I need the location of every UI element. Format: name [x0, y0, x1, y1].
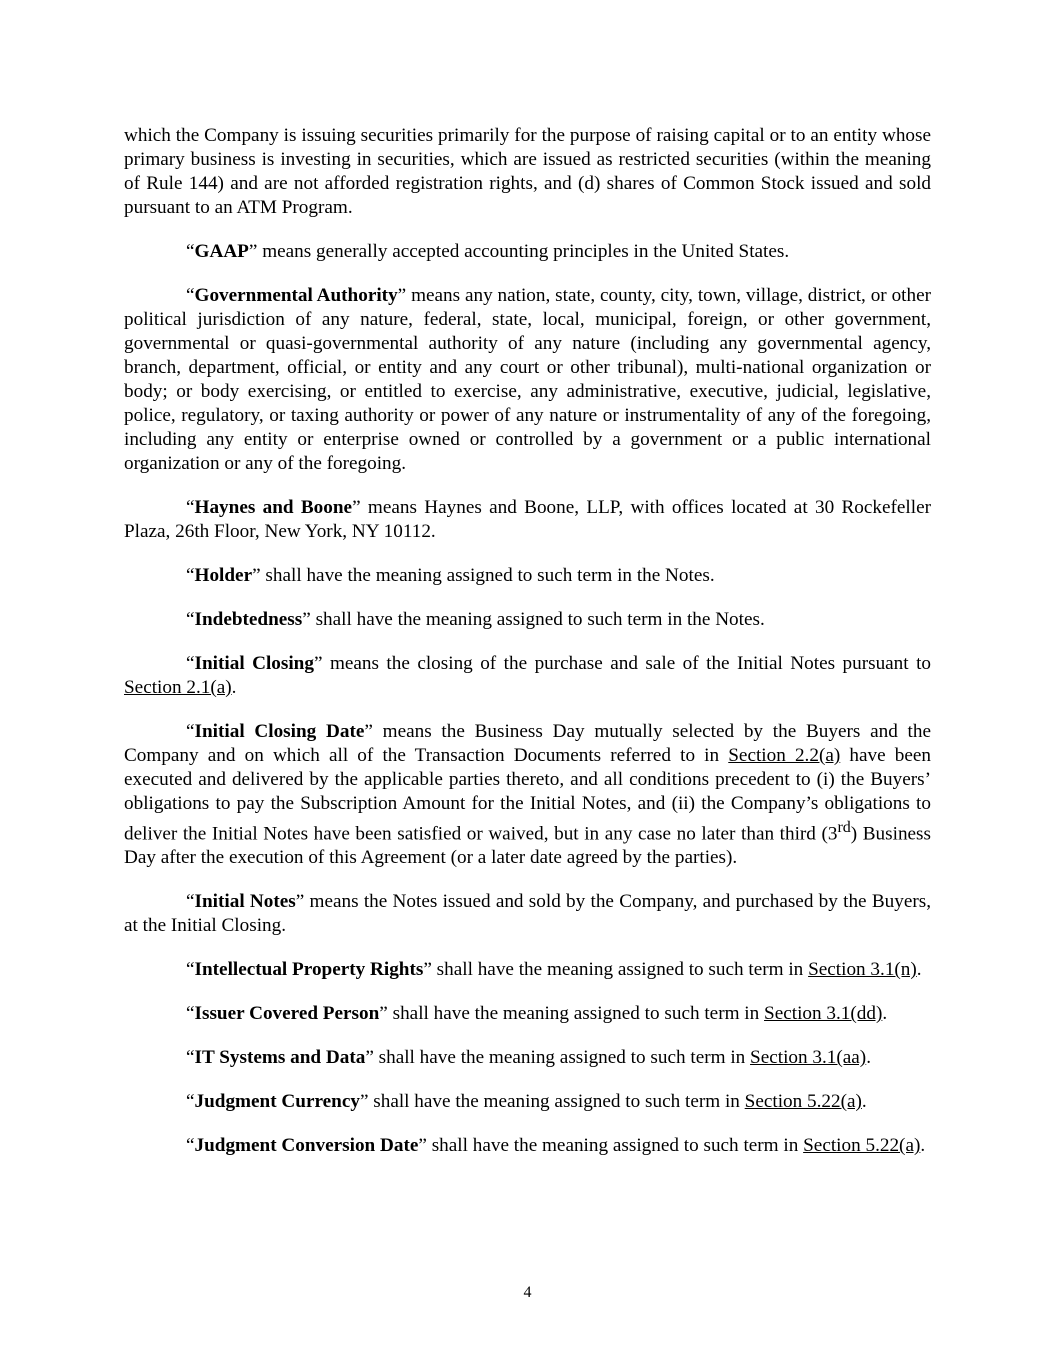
open-quote: “ [186, 497, 195, 518]
close-quote: ” [423, 959, 432, 981]
definition-tail: . [916, 959, 922, 981]
definition-initial-notes [124, 890, 931, 938]
close-quote: ” [418, 1135, 427, 1157]
open-quote: “ [186, 1003, 195, 1025]
definition-tail: . [920, 1135, 926, 1157]
definition-indebtedness [124, 608, 931, 632]
defined-term: Holder [194, 565, 253, 586]
open-quote: “ [186, 285, 195, 306]
continuation-paragraph: which the Company is issuing securities primarily for the purpose of raising capital or to an entity whose primary business is investing in securities, which are issued as restricted securities (within the meaning of Rule 144) and are not afforded registration rights, and (d) shares of Common Stock issued and sold pursuant to an ATM Program. [124, 125, 931, 218]
close-quote: ” [313, 653, 323, 674]
close-quote: ” [352, 497, 361, 518]
definition-judgment-conversion-date [124, 1134, 931, 1158]
definition-text-end: ) Business Day after the execution of this Agreement (or a later date agreed by the parties). [124, 823, 931, 869]
definition-issuer-covered-person [124, 1002, 931, 1026]
definition-it-systems-and-data [124, 1046, 931, 1070]
section-reference: Section 5.22(a) [803, 1135, 921, 1157]
definition-text-continued: have been executed and delivered by the applicable parties thereto, and all conditions precedent to (i) the Buyers’ obligations to pay the Subscription Amount for the Initial Notes, and (ii) the Company’s obligations to deliver the Initial Notes have been satisfied or waived, but in any case no later than third (3 [124, 745, 931, 845]
document-page [124, 124, 931, 1178]
defined-term: Governmental Authority [194, 285, 398, 306]
section-reference: Section 5.22(a) [744, 1091, 862, 1113]
close-quote: ” [364, 721, 373, 742]
open-quote: “ [186, 959, 195, 981]
open-quote: “ [186, 609, 195, 630]
definition-text: means the Notes issued and sold by the Company, and purchased by the Buyers, at the Initial Closing. [124, 891, 932, 937]
defined-term: IT Systems and Data [194, 1047, 366, 1069]
definition-haynes-and-boone [124, 496, 931, 544]
definition-text: shall have the meaning assigned to such term in [373, 1047, 751, 1069]
definition-text: means the closing of the purchase and sale of the Initial Notes pursuant to [322, 653, 931, 674]
definition-text: shall have the meaning assigned to such term in [387, 1003, 765, 1025]
defined-term: Indebtedness [194, 609, 303, 630]
definition-text: shall have the meaning assigned to such term in the Notes. [310, 609, 765, 630]
close-quote: ” [248, 241, 258, 262]
definition-tail: . [882, 1003, 888, 1025]
open-quote: “ [186, 653, 195, 674]
definition-text: means the Business Day mutually selected by the Buyers and the Company and on which all of the Transaction Documents referred to in [124, 721, 931, 766]
definition-text: shall have the meaning assigned to such term in [431, 959, 809, 981]
definition-initial-closing [124, 652, 931, 700]
definition-holder [124, 564, 931, 588]
definition-text: shall have the meaning assigned to such term in [368, 1091, 745, 1113]
close-quote: ” [252, 565, 261, 586]
open-quote: “ [186, 241, 195, 262]
defined-term: GAAP [194, 241, 249, 262]
section-reference: Section 2.1(a) [124, 677, 232, 698]
open-quote: “ [186, 891, 195, 913]
defined-term: Haynes and Boone [194, 497, 353, 518]
definition-text: means any nation, state, county, city, town, village, district, or other political jurisdiction of any nature, federal, state, local, municipal, foreign, or other government, governmental or quasi-governmental authority of any nature (including any governmental agency, branch, department, official, or entity and any court or other tribunal), multi-national organization or body; or body exercising, or entitled to exercise, any administrative, executive, judicial, legislative, police, regulatory, or taxing authority or power of any nature or instrumentality of any of the foregoing, including any entity or enterprise owned or controlled by a government or a public international organization or any of the foregoing. [124, 285, 931, 474]
section-reference: Section 3.1(n) [808, 959, 917, 981]
section-reference: Section 3.1(dd) [764, 1003, 883, 1025]
open-quote: “ [186, 565, 195, 586]
close-quote: ” [365, 1047, 374, 1069]
section-reference: Section 3.1(aa) [750, 1047, 867, 1069]
open-quote: “ [186, 1091, 195, 1113]
open-quote: “ [186, 1047, 195, 1069]
definition-initial-closing-date [124, 720, 931, 870]
defined-term: Judgment Conversion Date [194, 1135, 419, 1157]
ordinal-superscript: rd [837, 819, 851, 836]
defined-term: Intellectual Property Rights [194, 959, 424, 981]
close-quote: ” [295, 891, 305, 913]
definition-intellectual-property-rights [124, 958, 931, 982]
definition-judgment-currency [124, 1090, 931, 1114]
open-quote: “ [186, 721, 195, 742]
definition-text: means generally accepted accounting principles in the United States. [257, 241, 790, 262]
page-number: 4 [523, 1284, 532, 1301]
defined-term: Judgment Currency [194, 1091, 360, 1113]
defined-term: Issuer Covered Person [194, 1003, 380, 1025]
close-quote: ” [379, 1003, 388, 1025]
definition-text: shall have the meaning assigned to such term in the Notes. [260, 565, 715, 586]
defined-term: Initial Closing Date [194, 721, 365, 742]
definition-text: shall have the meaning assigned to such term in [426, 1135, 804, 1157]
definition-governmental-authority [124, 284, 931, 476]
close-quote: ” [302, 609, 311, 630]
definition-gaap [124, 240, 931, 264]
section-reference: Section 2.2(a) [728, 745, 841, 766]
definition-text: means Haynes and Boone, LLP, with offices located at 30 Rockefeller Plaza, 26th Floor, New York, NY 10112. [124, 497, 931, 542]
defined-term: Initial Notes [194, 891, 296, 913]
definition-tail: . [861, 1091, 867, 1113]
open-quote: “ [186, 1135, 195, 1157]
definition-tail: . [866, 1047, 871, 1069]
defined-term: Initial Closing [194, 653, 314, 674]
close-quote: ” [359, 1091, 369, 1113]
definition-tail: . [231, 677, 237, 698]
close-quote: ” [397, 285, 407, 306]
